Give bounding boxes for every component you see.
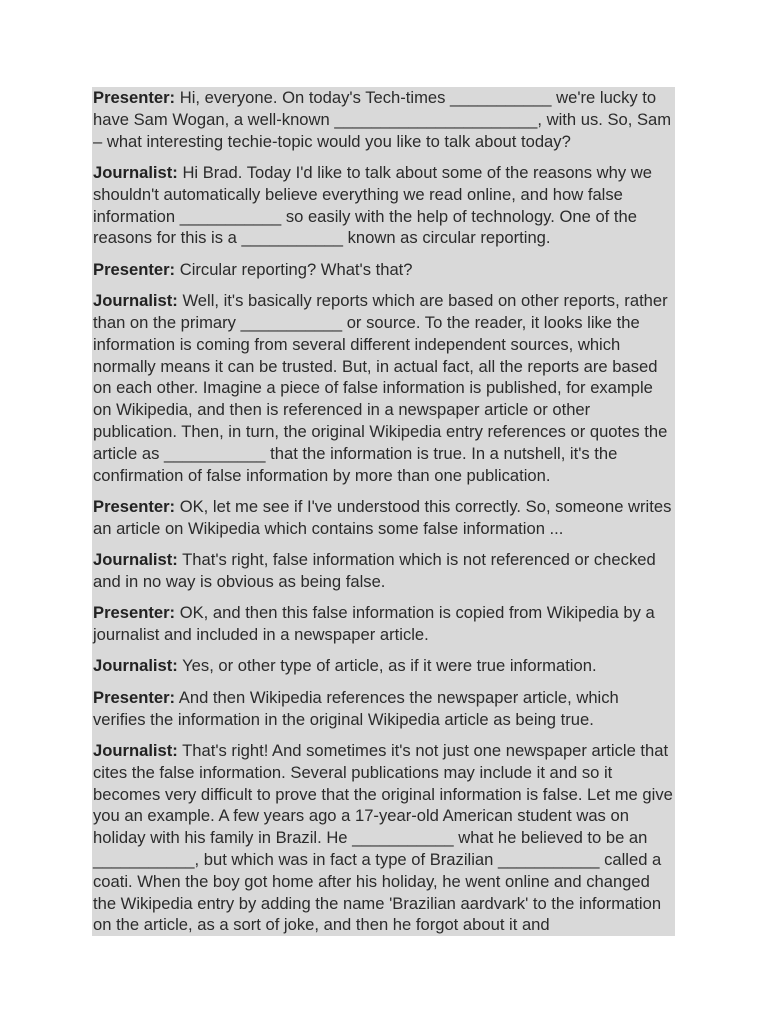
dialogue-text-block <box>92 87 675 936</box>
speaker-label: Journalist: <box>93 550 178 570</box>
speaker-label: Journalist: <box>93 291 178 311</box>
turn-text: And then Wikipedia references the newspaper article, which verifies the information in the original Wikipedia article as being true. <box>93 687 619 729</box>
speaker-label: Journalist: <box>93 741 178 761</box>
turn-text: Hi Brad. Today I'd like to talk about some of the reasons why we shouldn't automatically believe everything we read online, and how false information ___________ so easily with the help of technology. One of the reasons for this is a ___________ known as circular reporting. <box>93 162 653 248</box>
speaker-label: Presenter: <box>93 259 176 279</box>
speaker-label: Presenter: <box>93 88 176 107</box>
speaker-label: Journalist: <box>93 656 178 676</box>
turn-text: That's right, false information which is not referenced or checked and in no way is obvious as being false. <box>93 550 656 591</box>
turn-text: Well, it's basically reports which are based on other reports, rather than on the primary ___________ or source. To the reader, it looks like the information is coming from several different independent sources, which normally means it can be trusted. But, in actual fact, all the reports are based on each other. Imagine a piece of false information is published, for example on Wikipedia, and then is referenced in a newspaper article or other publication. Then, in turn, the original Wikipedia entry references or quotes the article as ___________ that the information is true. In a nutshell, it's the confirmation of false information by more than one publication. <box>93 291 668 485</box>
dialogue-turn <box>93 87 675 152</box>
speaker-label: Presenter: <box>93 603 176 623</box>
turn-text: Yes, or other type of article, as if it were true information. <box>177 656 597 676</box>
dialogue-turn <box>93 496 675 540</box>
dialogue-turn <box>93 740 675 936</box>
turn-text: OK, and then this false information is copied from Wikipedia by a journalist and included in a newspaper article. <box>93 603 655 645</box>
turn-text: That's right! And sometimes it's not just one newspaper article that cites the false information. Several publications may include it and so it becomes very difficult to prove that the original information is false. Let me give you an example. A few years ago a 17-year-old American student was on holiday with his family in Brazil. He ___________ what he believed to be an ___________, but which was in fact a type of Brazilian ___________ called a coati. When the boy got home after his holiday, he went online and changed the Wikipedia entry by adding the name 'Brazilian aardvark' to the information on the article, as a sort of joke, and then he forgot about it and <box>93 741 673 935</box>
dialogue-turn <box>93 655 675 677</box>
dialogue-turn <box>93 549 675 593</box>
speaker-label: Journalist: <box>93 162 178 182</box>
dialogue-turn <box>93 687 675 731</box>
dialogue-turn <box>93 290 675 486</box>
speaker-label: Presenter: <box>93 496 176 516</box>
turn-text: Hi, everyone. On today's Tech-times ___________ we're lucky to have Sam Wogan, a well-known ______________________, with us. So, Sam – what interesting techie-topic would you like to talk about today? <box>93 88 672 151</box>
dialogue-turn <box>93 162 675 249</box>
turn-text: OK, let me see if I've understood this correctly. So, someone writes an article on Wikipedia which contains some false information ... <box>93 496 672 538</box>
dialogue-turn <box>93 602 675 646</box>
dialogue-turn <box>93 259 675 281</box>
speaker-label: Presenter: <box>93 687 176 707</box>
turn-text: Circular reporting? What's that? <box>175 259 413 279</box>
